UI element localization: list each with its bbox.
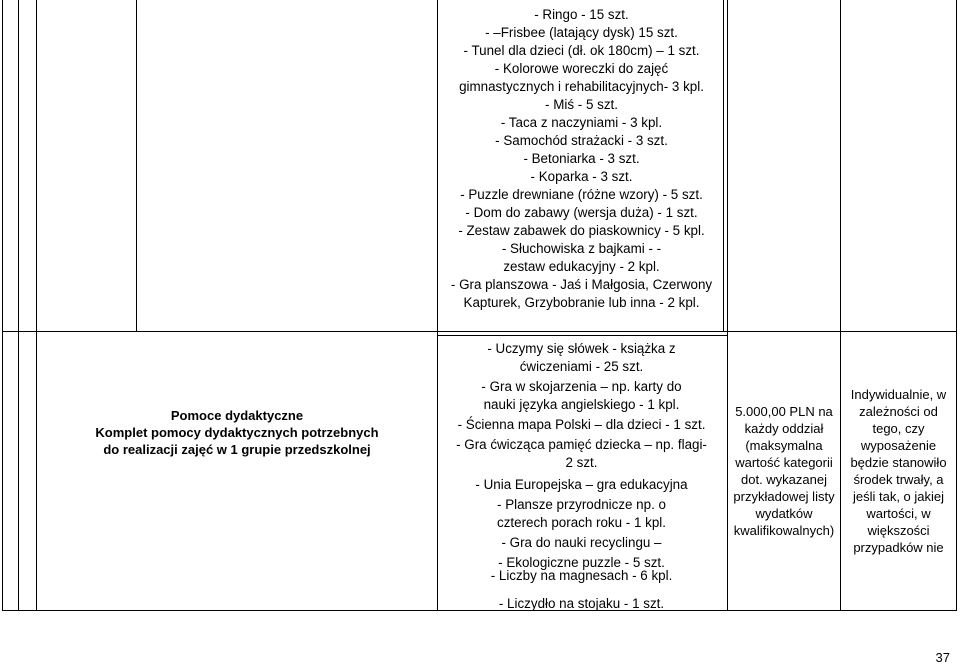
bottom-item-list — [440, 567, 723, 613]
list-item: - Ścienna mapa Polski – dla dzieci - 1 szt. — [457, 417, 706, 432]
cell-inner-border — [437, 335, 727, 336]
list-item: - Koparka - 3 szt. — [530, 169, 633, 184]
list-item: - Tunel dla dzieci (dł. ok 180cm) – 1 szt. — [463, 43, 700, 58]
column-divider — [437, 0, 438, 610]
list-item: - Słuchowiska z bajkami - - zestaw edukacyjny - 2 kpl. — [501, 241, 662, 274]
list-item: - Gra planszowa - Jaś i Małgosia, Czerwony Kapturek, Grzybobranie lub inna - 2 kpl. — [450, 277, 713, 310]
list-item: - Gra w skojarzenia – np. karty do nauki języka angielskiego - 1 kpl. — [481, 379, 682, 412]
list-item: - Unia Europejska – gra edukacyjna — [475, 477, 688, 492]
list-item: - Taca z naczyniami - 3 kpl. — [500, 115, 663, 130]
table-border-right — [956, 0, 957, 610]
list-item: - Samochód strażacki - 3 szt. — [495, 133, 668, 148]
cell-inner-border — [723, 0, 724, 331]
note-text: Indywidualnie, w zależności od tego, czy wyposażenie będzie stanowiło środek trwały, a jeśli tak, o jakiej wartości, w większości przypadków nie — [850, 387, 947, 555]
list-item: - Gra ćwicząca pamięć dziecka – np. flagi- 2 szt. — [456, 437, 707, 470]
list-item: - –Frisbee (latający dysk) 15 szt. — [485, 25, 678, 40]
amount-cell — [728, 332, 840, 610]
category-title: Pomoce dydaktyczne — [170, 407, 304, 423]
page-number: 37 — [935, 650, 950, 665]
column-divider — [18, 0, 19, 610]
list-item: - Liczby na magnesach - 6 kpl. — [490, 568, 673, 583]
category-cell — [37, 332, 437, 532]
list-item: - Uczymy się słówek - książka z ćwiczeniami - 25 szt. — [487, 341, 676, 374]
list-item: - Dom do zabawy (wersja duża) - 1 szt. — [465, 205, 698, 220]
list-item: - Plansze przyrodnicze np. o czterech porach roku - 1 kpl. — [497, 497, 666, 530]
list-item: - Liczydło na stojaku - 1 szt. — [498, 596, 665, 611]
list-item: - Zestaw zabawek do piaskownicy - 5 kpl. — [458, 223, 705, 238]
category-description: Komplet pomocy dydaktycznych potrzebnych do realizacji zajęć w 1 grupie przedszkolnej — [95, 424, 379, 457]
list-item: - Ekologiczne puzzle - 5 szt. — [498, 555, 665, 570]
list-item: - Betoniarka - 3 szt. — [523, 151, 640, 166]
list-item: - Puzzle drewniane (różne wzory) - 5 szt. — [460, 187, 703, 202]
list-item: - Ringo - 15 szt. — [534, 7, 629, 22]
top-item-list — [440, 6, 723, 312]
table-border-left — [2, 0, 3, 610]
note-cell — [841, 332, 956, 610]
list-item: - Gra do nauki recyclingu – — [501, 535, 662, 550]
mid-item-list — [440, 340, 723, 572]
amount-text: 5.000,00 PLN na każdy oddział (maksymalna wartość kategorii dot. wykazanej przykładowej listy wydatków kwalifikowalnych) — [733, 404, 835, 538]
column-divider — [136, 0, 137, 331]
list-item: - Kolorowe woreczki do zajęć gimnastycznych i rehabilitacyjnych- 3 kpl. — [459, 61, 704, 94]
list-item: - Miś - 5 szt. — [545, 97, 618, 112]
